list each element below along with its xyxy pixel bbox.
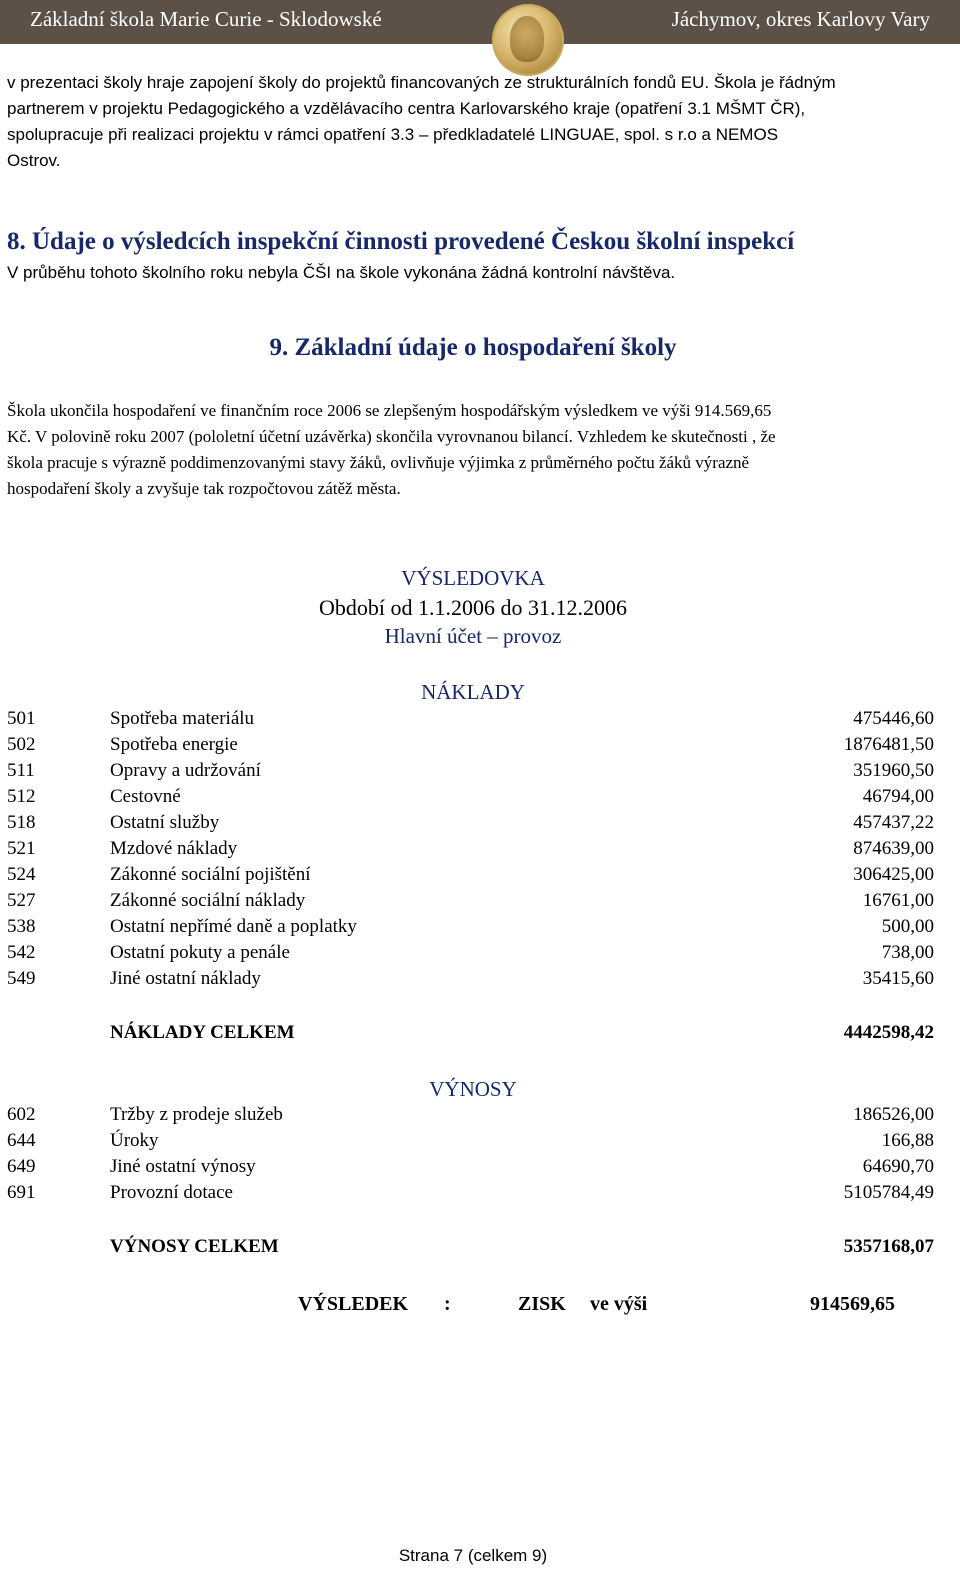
table-row [0,838,960,864]
medal-portrait-icon [492,4,564,76]
table-row [0,890,960,916]
row-name: Jiné ostatní náklady [110,968,261,989]
row-amount: 46794,00 [862,786,934,807]
row-amount: 457437,22 [853,812,934,833]
table-row [0,1182,960,1208]
section-8-text: V průběhu tohoto školního roku nebyla ČŠI na škole vykonána žádná kontrolní návštěva. [7,263,676,282]
result-amount: 914569,65 [810,1293,895,1315]
statement-period: Období od 1.1.2006 do 31.12.2006 [319,595,627,620]
page-header [0,0,960,44]
section-9-line-2: Kč. V polovině roku 2007 (pololetní účetní uzávěrka) skončila vyrovnanou bilancí. Vzhledem ke skutečnosti , že [7,427,776,446]
row-name: Jiné ostatní výnosy [110,1156,256,1177]
table-row [0,1104,960,1130]
costs-total-amount: 4442598,42 [843,1022,934,1043]
row-code: 501 [7,708,36,729]
row-code: 527 [7,890,36,911]
revenue-total-label: VÝNOSY CELKEM [110,1236,279,1257]
row-amount: 5105784,49 [843,1182,934,1203]
table-row [0,786,960,812]
intro-line-2: partnerem v projektu Pedagogického a vzdělávacího centra Karlovarského kraje (opatření 3.1 MŠMT ČR), [7,99,806,118]
row-code: 521 [7,838,36,859]
row-code: 518 [7,812,36,833]
costs-total-label: NÁKLADY CELKEM [110,1022,295,1043]
table-row [0,968,960,994]
row-amount: 475446,60 [853,708,934,729]
row-amount: 1876481,50 [843,734,934,755]
intro-line-4: Ostrov. [7,151,61,170]
section-9-heading: 9. Základní údaje o hospodaření školy [269,334,677,361]
table-row [0,812,960,838]
row-code: 538 [7,916,36,937]
school-location: Jáchymov, okres Karlovy Vary [671,7,930,31]
revenue-heading: VÝNOSY [429,1077,517,1101]
row-name: Ostatní nepřímé daně a poplatky [110,916,357,937]
row-name: Cestovné [110,786,181,807]
row-code: 524 [7,864,36,885]
table-row [0,1130,960,1156]
row-name: Ostatní pokuty a penále [110,942,290,963]
row-name: Zákonné sociální náklady [110,890,306,911]
statement-title: VÝSLEDOVKA [401,566,545,590]
row-name: Opravy a udržování [110,760,261,781]
table-row [0,708,960,734]
table-row [0,864,960,890]
table-row [0,760,960,786]
row-code: 512 [7,786,36,807]
row-amount: 16761,00 [862,890,934,911]
row-name: Úroky [110,1130,159,1151]
row-amount: 35415,60 [862,968,934,989]
section-9-line-3: škola pracuje s výrazně poddimenzovanými stavy žáků, ovlivňuje výjimka z průměrného počtu žáků výrazně [7,453,750,472]
row-name: Tržby z prodeje služeb [110,1104,283,1125]
section-8-heading: 8. Údaje o výsledcích inspekční činnosti provedené Českou školní inspekcí [7,228,795,255]
row-name: Provozní dotace [110,1182,233,1203]
costs-heading: NÁKLADY [421,680,525,704]
row-code: 602 [7,1104,36,1125]
row-amount: 64690,70 [862,1156,934,1177]
row-amount: 351960,50 [853,760,934,781]
row-code: 502 [7,734,36,755]
row-name: Zákonné sociální pojištění [110,864,311,885]
table-row [0,734,960,760]
result-colon: : [444,1293,451,1315]
result-label: VÝSLEDEK [298,1293,409,1315]
row-code: 649 [7,1156,36,1177]
result-type: ZISK [518,1293,566,1315]
school-name: Základní škola Marie Curie - Sklodowské [30,7,382,31]
table-row [0,1156,960,1182]
row-amount: 500,00 [881,916,934,937]
table-row [0,916,960,942]
section-9-line-4: hospodaření školy a zvyšuje tak rozpočtovou zátěž města. [7,479,401,498]
intro-line-3: spolupracuje při realizaci projektu v rámci opatření 3.3 – předkladatelé LINGUAE, spol. s r.o a NEMOS [7,125,779,144]
row-code: 549 [7,968,36,989]
statement-account: Hlavní účet – provoz [384,624,562,648]
row-code: 644 [7,1130,36,1151]
row-code: 511 [7,760,35,781]
row-amount: 186526,00 [853,1104,934,1125]
row-name: Mzdové náklady [110,838,238,859]
row-amount: 738,00 [881,942,934,963]
revenue-total-amount: 5357168,07 [843,1236,934,1257]
row-amount: 306425,00 [853,864,934,885]
row-code: 691 [7,1182,36,1203]
row-amount: 874639,00 [853,838,934,859]
section-9-line-1: Škola ukončila hospodaření ve finančním roce 2006 se zlepšeným hospodářským výsledkem ve výši 914.569,65 [7,401,772,420]
intro-line-1: v prezentaci školy hraje zapojení školy do projektů financovaných ze strukturálních fondů EU. Škola je řádným [7,73,836,92]
row-name: Spotřeba energie [110,734,238,755]
page-footer: Strana 7 (celkem 9) [398,1546,548,1565]
row-code: 542 [7,942,36,963]
result-in: ve výši [590,1293,648,1315]
row-name: Ostatní služby [110,812,220,833]
row-amount: 166,88 [881,1130,934,1151]
row-name: Spotřeba materiálu [110,708,255,729]
table-row [0,942,960,968]
